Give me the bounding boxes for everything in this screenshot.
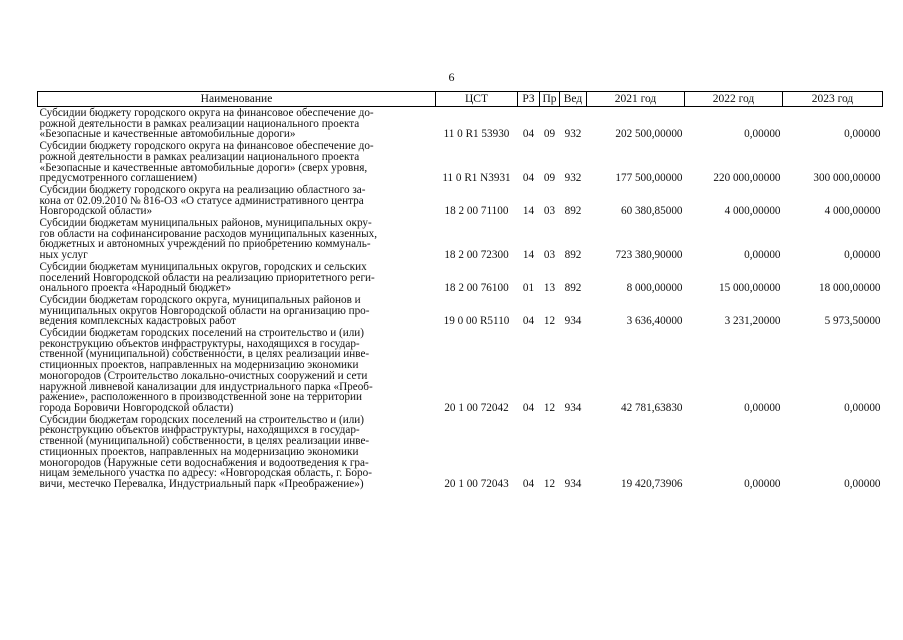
row-2021: 19 420,73906 — [620, 477, 683, 490]
row-name-line: ных услуг — [39, 249, 88, 262]
row-2022: 0,00000 — [744, 477, 781, 490]
row-name-line: моногородов (Наружные сети водоснабжения и водоотведения к гра- — [39, 456, 369, 469]
row-2022: 0,00000 — [744, 128, 781, 141]
row-ved: 892 — [564, 282, 582, 295]
row-name-line: онального проекта «Народный бюджет» — [39, 282, 232, 295]
row-cst: 11 0 R1 53930 — [443, 128, 510, 141]
row-2021: 3 636,40000 — [626, 315, 683, 328]
row-2023: 0,00000 — [844, 249, 881, 262]
header-pr: Пр — [540, 92, 560, 107]
row-name-line: ственной (муниципальной) собственности, в целях реализации инве- — [39, 435, 370, 448]
row-name-line: стиционных проектов, направленных на модернизацию экономики — [39, 445, 359, 458]
row-2022: 3 231,20000 — [724, 315, 781, 328]
row-name-line: наружной ливневой канализации для индустриального парка «Преоб- — [39, 380, 373, 393]
row-2022: 0,00000 — [744, 249, 781, 262]
row-name-line: Субсидии бюджету городского округа на реализацию областного за- — [39, 183, 366, 196]
row-name — [38, 327, 436, 414]
row-pr: 12 — [543, 401, 556, 414]
row-2021: 202 500,00000 — [615, 128, 683, 141]
row-2021: 42 781,63830 — [620, 401, 683, 414]
table-header-row — [38, 92, 883, 107]
row-rz: 04 — [522, 401, 535, 414]
row-rz: 04 — [522, 315, 535, 328]
row-name-line: рожной деятельности в рамках реализации национального проекта — [39, 150, 360, 163]
row-cst: 18 2 00 76100 — [444, 282, 509, 295]
row-2023: 4 000,00000 — [824, 205, 881, 218]
row-cst: 20 1 00 72043 — [444, 477, 509, 490]
row-pr: 09 — [543, 128, 556, 141]
row-name-line: Субсидии бюджетам муниципальных районов, муниципальных окру- — [39, 217, 372, 230]
row-ved: 892 — [564, 205, 582, 218]
table-row — [38, 261, 883, 294]
row-name-line: «Безопасные и качественные автомобильные дороги» — [39, 128, 296, 141]
row-2022: 15 000,00000 — [718, 282, 781, 295]
row-name-line: ражение», расположенного в производственной зоне на территории — [39, 391, 363, 404]
row-name — [38, 184, 436, 217]
row-name-line: кона от 02.09.2010 № 816-ОЗ «О статусе административного центра — [39, 194, 364, 207]
row-name — [38, 294, 436, 327]
header-rz: РЗ — [518, 92, 540, 107]
row-rz: 14 — [522, 205, 535, 218]
row-pr: 03 — [543, 205, 556, 218]
budget-table — [37, 91, 883, 490]
row-name-line: реконструкцию объектов инфраструктуры, находящихся в государ- — [39, 424, 360, 437]
row-2023: 300 000,00000 — [813, 172, 881, 185]
header-name: Наименование — [38, 92, 436, 107]
row-2023: 5 973,50000 — [824, 315, 881, 328]
row-name — [38, 140, 436, 184]
row-2022: 0,00000 — [744, 401, 781, 414]
row-name — [38, 414, 436, 490]
row-rz: 04 — [522, 477, 535, 490]
table-row — [38, 107, 883, 141]
row-name-line: бюджетных и автономных учреждений по приобретению коммуналь- — [39, 238, 371, 251]
table-row — [38, 327, 883, 414]
row-name-line: гов области на софинансирование расходов муниципальных казенных, — [39, 227, 378, 240]
row-name-line: предусмотренного соглашением) — [39, 172, 197, 185]
row-name — [38, 107, 436, 141]
row-2022: 4 000,00000 — [724, 205, 781, 218]
row-ved: 932 — [564, 128, 582, 141]
row-name-line: города Боровичи Новгородской области) — [39, 401, 234, 414]
table-row — [38, 414, 883, 490]
row-name-line: вичи, местечко Перевалка, Индустриальный парк «Преображение») — [39, 477, 364, 490]
row-2023: 18 000,00000 — [818, 282, 881, 295]
row-name-line: ственной (муниципальной) собственности, в целях реализации инве- — [39, 348, 370, 361]
row-name-line: реконструкцию объектов инфраструктуры, находящихся в государ- — [39, 337, 360, 350]
page-number: 6 — [448, 70, 455, 84]
row-name-line: Субсидии бюджету городского округа на финансовое обеспечение до- — [39, 140, 374, 153]
row-name-line: поселений Новгородской области на реализацию приоритетного реги- — [39, 271, 375, 284]
row-name-line: Субсидии бюджету городского округа на финансовое обеспечение до- — [39, 107, 374, 119]
table-row — [38, 184, 883, 217]
table-row — [38, 294, 883, 327]
row-name-line: Субсидии бюджетам городского округа, муниципальных районов и — [39, 293, 361, 306]
row-name-line: ведения комплексных кадастровых работ — [39, 315, 236, 328]
row-2022: 220 000,00000 — [713, 172, 781, 185]
row-2021: 723 380,90000 — [615, 249, 683, 262]
row-name-line: Субсидии бюджетам городских поселений на строительство и (или) — [39, 413, 364, 426]
row-cst: 18 2 00 71100 — [444, 205, 509, 218]
row-ved: 934 — [564, 477, 582, 490]
row-ved: 892 — [564, 249, 582, 262]
row-rz: 01 — [522, 282, 535, 295]
row-cst: 18 2 00 72300 — [444, 249, 509, 262]
header-cst: ЦСТ — [436, 92, 518, 107]
row-name-line: ницам земельного участка по адресу: «Новгородская область, г. Боро- — [39, 467, 372, 480]
row-name-line: муниципальных округов Новгородской области на организацию про- — [39, 304, 370, 317]
row-2021: 60 380,85000 — [620, 205, 683, 218]
header-2021: 2021 год — [587, 92, 685, 107]
row-ved: 932 — [564, 172, 582, 185]
row-cst: 20 1 00 72042 — [444, 401, 509, 414]
row-2021: 8 000,00000 — [626, 282, 683, 295]
row-rz: 14 — [522, 249, 535, 262]
row-cst: 11 0 R1 N3931 — [442, 172, 511, 185]
row-name-line: «Безопасные и качественные автомобильные дороги» (сверх уровня, — [39, 161, 368, 174]
table-row — [38, 140, 883, 184]
row-pr: 09 — [543, 172, 556, 185]
row-pr: 13 — [543, 282, 556, 295]
row-cst: 19 0 00 R5110 — [443, 315, 510, 328]
header-2022: 2022 год — [685, 92, 783, 107]
row-2023: 0,00000 — [844, 128, 881, 141]
row-name-line: Новгородской области» — [39, 205, 153, 218]
row-name — [38, 217, 436, 261]
row-ved: 934 — [564, 401, 582, 414]
row-name-line: Субсидии бюджетам городских поселений на строительство и (или) — [39, 327, 364, 340]
row-name-line: Субсидии бюджетам муниципальных округов, городских и сельских — [39, 260, 367, 273]
row-pr: 12 — [543, 315, 556, 328]
row-pr: 12 — [543, 477, 556, 490]
row-rz: 04 — [522, 128, 535, 141]
table-row — [38, 217, 883, 261]
header-2023: 2023 год — [783, 92, 883, 107]
row-2021: 177 500,00000 — [615, 172, 683, 185]
row-rz: 04 — [522, 172, 535, 185]
row-name-line: стиционных проектов, направленных на модернизацию экономики — [39, 359, 359, 372]
row-name — [38, 261, 436, 294]
row-2023: 0,00000 — [844, 401, 881, 414]
row-name-line: рожной деятельности в рамках реализации национального проекта — [39, 117, 360, 130]
row-name-line: моногородов (Строительство локально-очистных сооружений и сети — [39, 369, 368, 382]
header-ved: Вед — [560, 92, 587, 107]
row-pr: 03 — [543, 249, 556, 262]
row-ved: 934 — [564, 315, 582, 328]
row-2023: 0,00000 — [844, 477, 881, 490]
